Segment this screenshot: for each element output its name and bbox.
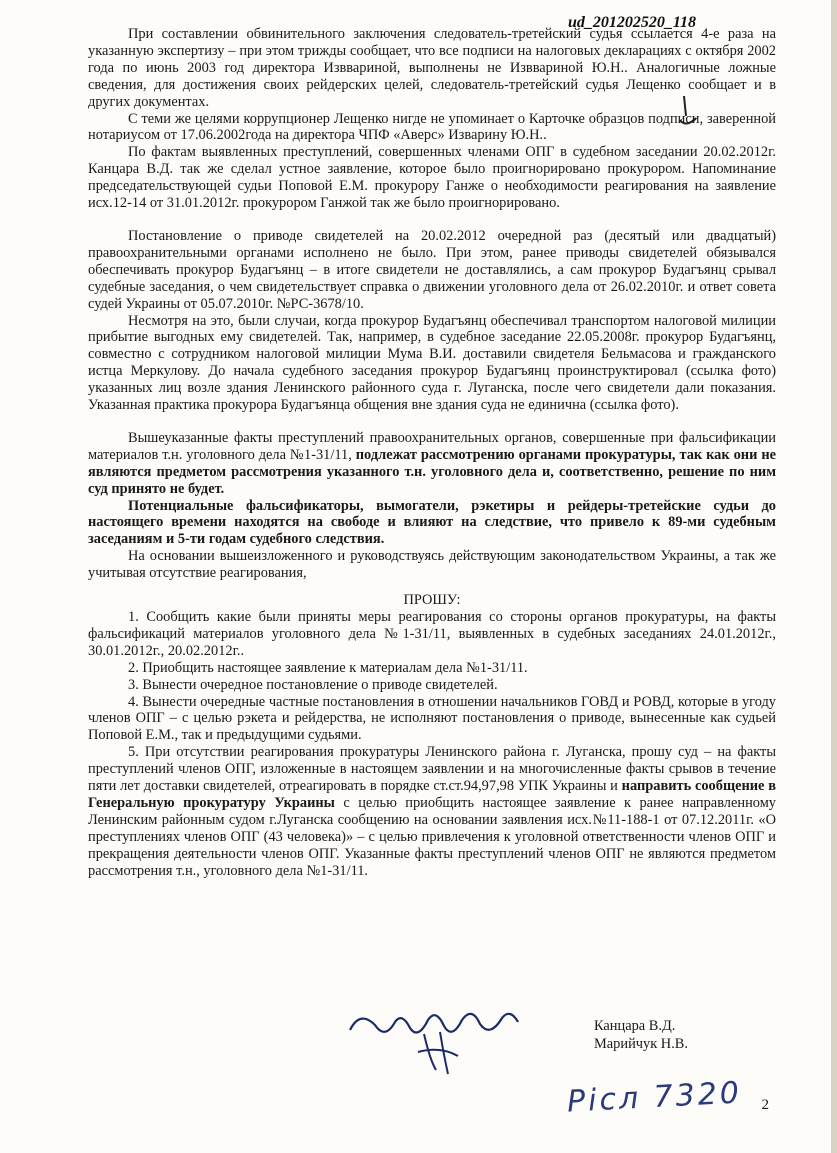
request-bold: направить сообщение в Генеральную прокуратуру Украины <box>88 778 777 811</box>
paragraph-bold: подлежат рассмотрению органами прокуратуры, так как они не являются предметом рассмотрения указанного т.н. уголовного дела и, соответственно, решение по ним суд принято не будет. <box>88 446 776 497</box>
paragraph: При составлении обвинительного заключения следователь-третейский судья ссылается 4-е раза на указанную экспертизу – при этом трижды сообщает, что все подписи на налоговых декларациях с октября 2002 года по июнь 2003 год директора Изввариной, выполнены не Изввариной Ю.Н.. Аналогичные ложные сведения, для достижения своих рейдерских целей, следователь-третейский судья Лещенко сообщает и в других документах. <box>88 26 776 110</box>
request-text: с целью приобщить настоящее заявление к ранее направленному Ленинским районным судом г.Луганска сообщению на основании заявления исх.№11-188-1 от 07.12.2011г. «О преступлениях членов ОПГ (43 человека)» – с целью привлечения к уголовной ответственности членов ОПГ и прекращения деятельности членов ОПГ. Указанные факты преступлений членов ОПГ не являются предметом рассмотрения т.н., уголовного дела №1-31/11. <box>88 794 776 879</box>
paragraph-text: Вышеуказанные факты преступлений правоохранительных органов, совершенные при фальсификации материалов т.н. уголовного дела №1-31/11, <box>88 429 776 463</box>
request-title: ПРОШУ: <box>403 592 461 609</box>
paragraph: Несмотря на это, были случаи, когда прокурор Будагъянц обеспечивал транспортом налоговой милиции прибытие выгодных ему свидетелей. Так, например, в судебное заседание 22.05.2008г. прокурор Будагъянц, совместно с сотрудником налоговой милиции Мума В.И. доставили свидетеля Бельмасова и гражданского истца Меркулову. До начала судебного заседания прокурор Будагъянц проинструктировал (ссылка фото) указанных лиц возле здания Ленинского районного суда г. Луганска, после чего свидетели дали показания. Указанная практика прокурора Будагъянца общения вне здания суда не единична (ссылка фото). <box>88 312 776 414</box>
paragraph <box>88 430 776 498</box>
paragraph: Потенциальные фальсификаторы, вымогатели, рэкетиры и рейдеры-третейские судьи до настоящего времени находятся на свободе и влияют на следствие, что привело к 89-ми судебным заседаниям и 5-ти годам судебного следствия. <box>88 497 776 548</box>
handwritten-note: Рісл 7320 <box>566 1075 743 1120</box>
request-item: 3. Вынести очередное постановление о приводе свидетелей. <box>128 676 498 693</box>
signatory-name: Канцара В.Д. <box>594 1018 676 1034</box>
request-text: 5. При отсутствии реагирования прокуратуры Ленинского района г. Луганска, прошу суд – на факты преступлений членов ОПГ, изложенные в настоящем заявлении и на многочисленные факты срывов в течение пяти лет доставки свидетелей, отреагировать в порядке ст.ст.94,97,98 УПК Украины и <box>88 744 776 795</box>
request-item <box>88 744 776 879</box>
paragraph: С теми же целями коррупционер Лещенко нигде не упоминает о Карточке образцов подписи, заверенной нотариусом от 17.06.2002года на директора ЧПФ «Аверс» Изварину Ю.Н.. <box>88 110 776 144</box>
signature <box>340 1000 540 1080</box>
paragraph: По фактам выявленных преступлений, совершенных членами ОПГ в судебном заседании 20.02.2012г. Канцара В.Д. так же сделал устное заявление, которое было проигнорировано прокурором. Напоминание председательствующей судьи Поповой Е.М. прокурору Ганже о необходимости реагирования на заявление исх.12-14 от 31.01.2012г. прокурором Ганжой так же было проигнорировано. <box>88 144 776 212</box>
document-stamp: ud_201202520_118 <box>567 14 696 31</box>
document-body <box>88 26 776 880</box>
request-item: 4. Вынести очередные частные постановления в отношении начальников ГОВД и РОВД, которые в угоду членов ОПГ – с целью рэкета и рейдерства, не исполняют постановления о приводе, вынесенные как судьей Поповой Е.М., так и предыдущими судьями. <box>88 693 776 744</box>
paragraph: Постановление о приводе свидетелей на 20.02.2012 очередной раз (десятый или двадцатый) правоохранительными органами исполнено не было. При этом, ранее приводы свидетелей обязывался обеспечивать прокурор Будагъянц – в итоге свидетели не доставлялись, а сам прокурор Будагъянц срывал судебные заседания, о чем свидетельствует справка о движении уголовного дела от 26.02.2010г. и ответ совета судей Украины от 05.07.2010г. №РС-3678/10. <box>88 227 776 312</box>
page-number: 2 <box>761 1097 769 1113</box>
signatory-name: Марийчук Н.В. <box>594 1035 688 1052</box>
request-item: 2. Приобщить настоящее заявление к материалам дела №1-31/11. <box>128 659 528 676</box>
request-item: 1. Сообщить какие были приняты меры реагирования со стороны органов прокуратуры, на факты фальсификаций материалов уголовного дела №1-31/11, выявленных в судебных заседаниях 24.01.2012г., 30.01.2012г., 20.02.2012г.. <box>88 609 776 659</box>
signatories <box>594 1018 688 1053</box>
paragraph: На основании вышеизложенного и руководствуясь действующим законодательством Украины, а так же учитывая отсутствие реагирования, <box>88 548 776 582</box>
